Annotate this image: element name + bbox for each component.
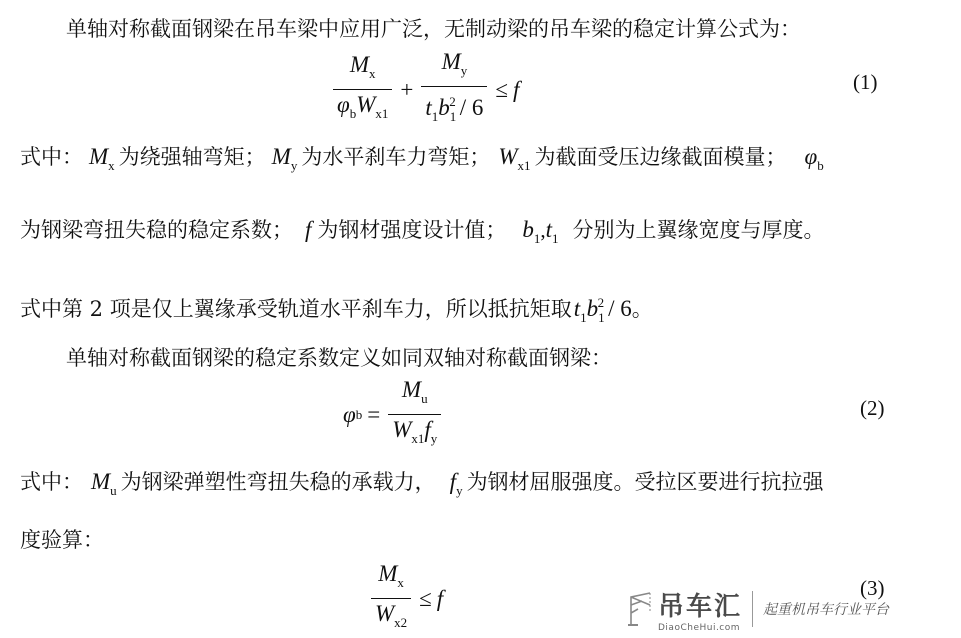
equation-1: $\frac{M_x}{\varphi_bW_{x1}}$ + $\frac{M_y}{t_1b_1^2 / 6}$ ≤ f [330, 50, 519, 129]
equation-3-number: (3) [860, 576, 885, 600]
watermark-site: DiaoCheHui.com [658, 622, 741, 633]
equation-2: φ b = $\frac{M_u}{W_{x1}f_y}$ [343, 378, 444, 451]
watermark [628, 584, 948, 634]
paragraph-tension-check: 度验算： [20, 528, 104, 552]
eq1-fraction-2: $\frac{M_y}{t_1b_1^2 / 6}$ [421, 50, 487, 129]
paragraph-symbols-1: 式中： $M_x$ 为绕强轴弯矩； $M_y$ 为水平刹车力弯矩； $W_{x1}$ 为截面受压边缘截面模量； $\varphi_b$ [20, 144, 824, 173]
equation-2-number: (2) [860, 396, 885, 420]
paragraph-mu-fy: 式中： $M_u$ 为钢梁弹塑性弯扭失稳的承载力， $f_y$ 为钢材屈服强度。受拉区要进行抗拉强 [20, 469, 824, 498]
watermark-divider [752, 591, 753, 627]
eq1-fraction-1: $\frac{M_x}{\varphi_bW_{x1}}$ [333, 53, 392, 126]
paragraph-stability-coef: 单轴对称截面钢梁的稳定系数定义如同双轴对称截面钢梁： [66, 346, 612, 370]
watermark-slogan: 起重机吊车行业平台 [763, 602, 890, 618]
watermark-logo: 吊车汇 [658, 591, 743, 622]
paragraph-symbols-2: 为钢梁弯扭失稳的稳定系数； f 为钢材强度设计值； $b_1,t_1$ 分别为上翼缘宽度与厚度。 [20, 217, 825, 246]
paragraph-intro: 单轴对称截面钢梁在吊车梁中应用广泛，无制动梁的吊车梁的稳定计算公式为： [66, 17, 801, 41]
eq3-fraction: $\frac{M_x}{W_{x2}}$ [371, 562, 411, 635]
equation-3: $\frac{M_x}{W_{x2}}$ ≤ f [368, 562, 443, 635]
crane-icon [628, 591, 654, 627]
equation-1-number: (1) [853, 70, 878, 94]
paragraph-second-term: 式中第 2 项是仅上翼缘承受轨道水平刹车力，所以抵抗矩取$t_1b_1^2 / 6$。 [20, 295, 653, 325]
eq2-fraction: $\frac{M_u}{W_{x1}f_y}$ [388, 378, 441, 451]
